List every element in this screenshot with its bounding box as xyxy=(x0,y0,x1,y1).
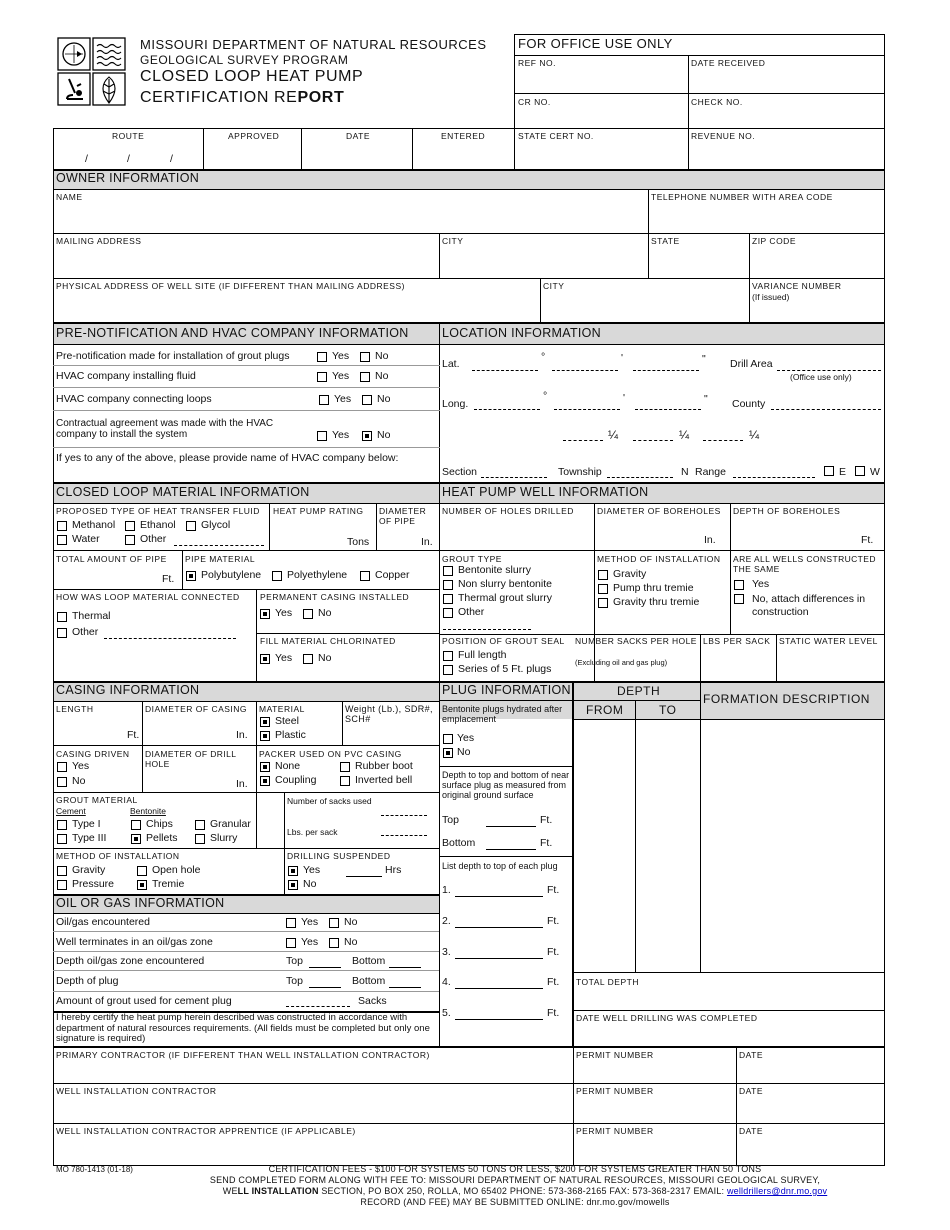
ft-unit: Ft. xyxy=(540,814,553,826)
phone-label: TELEPHONE NUMBER WITH AREA CODE xyxy=(651,192,833,202)
open-hole-label: Open hole xyxy=(152,864,201,876)
driven-yes-checkbox[interactable] xyxy=(57,762,67,772)
other-fluid-label: Other xyxy=(140,533,167,545)
logo xyxy=(57,37,127,107)
physical-address-label: PHYSICAL ADDRESS OF WELL SITE (IF DIFFERENT THAN MAILING ADDRESS) xyxy=(56,281,405,291)
pump-tremie-label: Pump thru tremie xyxy=(613,582,694,594)
sacks-per-hole-label: NUMBER SACKS PER HOLE xyxy=(575,636,697,646)
oilgas-q2: Well terminates in an oil/gas zone xyxy=(56,936,213,948)
route-slash: / xyxy=(170,153,173,165)
oilgas-q1: Oil/gas encountered xyxy=(56,916,150,928)
fill-label: FILL MATERIAL CHLORINATED xyxy=(260,636,396,646)
form-number: MO 780-1413 (01-18) xyxy=(56,1165,133,1174)
length-label: LENGTH xyxy=(56,704,94,714)
ft-unit: Ft. xyxy=(547,1007,560,1019)
online-text: RECORD (AND FEE) MAY BE SUBMITTED ONLINE: dnr.mo.gov/mowells xyxy=(360,1197,670,1207)
series-plugs-checkbox[interactable] xyxy=(443,665,453,675)
bentonite-slurry-checkbox[interactable] xyxy=(443,566,453,576)
ft-unit: Ft. xyxy=(547,915,560,927)
rubber-boot-label: Rubber boot xyxy=(355,760,413,772)
yes-label: Yes xyxy=(457,732,475,744)
driven-no-checkbox[interactable] xyxy=(57,777,67,787)
non-slurry-label: Non slurry bentonite xyxy=(458,578,552,590)
n-label: N xyxy=(681,466,689,478)
lbs-per-sack-label: LBS PER SACK xyxy=(703,636,771,646)
long-label: Long. xyxy=(442,398,469,410)
ft-unit: Ft. xyxy=(547,976,560,988)
hrs-label: Hrs xyxy=(385,864,402,876)
top-label: Top xyxy=(286,955,303,967)
q2-yes-checkbox[interactable] xyxy=(317,372,327,382)
ft-unit: Ft. xyxy=(162,573,175,585)
route-slash: / xyxy=(127,153,130,165)
tremie-checkbox[interactable] xyxy=(137,880,147,890)
physical-city-label: CITY xyxy=(543,281,565,291)
type1-label: Type I xyxy=(72,818,101,830)
ethanol-label: Ethanol xyxy=(140,519,176,531)
yes-label: Yes xyxy=(301,916,319,928)
steel-checkbox[interactable] xyxy=(260,717,270,727)
location-section xyxy=(439,323,885,483)
plug-num-5: 5. xyxy=(442,1007,451,1019)
thermal-label: Thermal xyxy=(72,610,111,622)
borehole-diam-label: DIAMETER OF BOREHOLES xyxy=(597,506,721,516)
gravity-tremie-checkbox[interactable] xyxy=(598,598,608,608)
deg-symbol: ° xyxy=(543,390,548,402)
route-label: ROUTE xyxy=(112,131,145,141)
fees-text: CERTIFICATION FEES - $100 FOR SYSTEMS 50 TONS OR LESS, $200 FOR SYSTEMS GREATER THAN 50 TONS xyxy=(268,1164,762,1174)
coupling-checkbox[interactable] xyxy=(260,776,270,786)
casing-diam-label: DIAMETER OF CASING xyxy=(145,704,248,714)
hp-method-label: METHOD OF INSTALLATION xyxy=(597,554,721,564)
ft-unit: Ft. xyxy=(861,534,874,546)
date-label: DATE xyxy=(739,1086,764,1096)
casing-material-label: MATERIAL xyxy=(259,704,305,714)
from-heading: FROM xyxy=(586,703,624,717)
apprentice-label: WELL INSTALLATION CONTRACTOR APPRENTICE (IF APPLICABLE) xyxy=(56,1126,356,1136)
none-checkbox[interactable] xyxy=(260,762,270,772)
ref-no-label: REF NO. xyxy=(518,58,556,68)
polybutylene-label: Polybutylene xyxy=(201,569,262,581)
other-connect-checkbox[interactable] xyxy=(57,628,67,638)
copper-label: Copper xyxy=(375,569,410,581)
q4-no-checkbox[interactable] xyxy=(362,431,372,441)
perm-casing-yes[interactable] xyxy=(260,609,270,619)
rubber-boot-checkbox[interactable] xyxy=(340,762,350,772)
zip-label: ZIP CODE xyxy=(752,236,796,246)
ethanol-checkbox[interactable] xyxy=(125,521,135,531)
closed-loop-title: CLOSED LOOP MATERIAL INFORMATION xyxy=(56,485,310,499)
gravity-label: Gravity xyxy=(613,568,647,580)
prenote-q2: HVAC company installing fluid xyxy=(56,370,196,382)
form-title-line1: CLOSED LOOP HEAT PUMP xyxy=(140,68,364,85)
sacks-sub-label: (Excluding oil and gas plug) xyxy=(575,658,668,667)
county-label: County xyxy=(732,398,766,410)
polybutylene-checkbox[interactable] xyxy=(186,571,196,581)
pellets-label: Pellets xyxy=(146,832,178,844)
state-cert-label: STATE CERT NO. xyxy=(518,131,594,141)
prenote-q3: HVAC company connecting loops xyxy=(56,393,212,405)
hp-well-title: HEAT PUMP WELL INFORMATION xyxy=(442,485,649,499)
rating-label: HEAT PUMP RATING xyxy=(273,506,364,516)
yes-label: Yes xyxy=(275,607,293,619)
contractors-section xyxy=(53,1047,885,1166)
quarter-1: ¼ xyxy=(608,428,619,442)
type3-checkbox[interactable] xyxy=(57,834,67,844)
check-no-label: CHECK NO. xyxy=(691,97,743,107)
to-heading: TO xyxy=(659,703,677,717)
yes-label: Yes xyxy=(275,652,293,664)
oilgas-q4: Depth of plug xyxy=(56,975,119,987)
office-use-title: FOR OFFICE USE ONLY xyxy=(518,36,673,51)
yes-label: Yes xyxy=(332,429,350,441)
hydrated-no[interactable] xyxy=(443,748,453,758)
yes-label: Yes xyxy=(303,864,321,876)
other-connect-label: Other xyxy=(72,626,99,638)
num-sacks-label: Number of sacks used xyxy=(287,796,372,806)
permit-label: PERMIT NUMBER xyxy=(576,1050,654,1060)
prenote-q4: Contractual agreement was made with the HVAC company to install the system xyxy=(56,418,274,440)
open-hole-checkbox[interactable] xyxy=(137,866,147,876)
entered-label: ENTERED xyxy=(441,131,486,141)
state-label: STATE xyxy=(651,236,680,246)
q3-yes-checkbox[interactable] xyxy=(319,395,329,405)
sec-symbol: " xyxy=(702,353,706,365)
variance-label: VARIANCE NUMBER xyxy=(752,281,842,291)
methanol-label: Methanol xyxy=(72,519,116,531)
depth-heading: DEPTH xyxy=(617,684,661,698)
suspended-label: DRILLING SUSPENDED xyxy=(287,851,391,861)
oilgas-q3: Depth oil/gas zone encountered xyxy=(56,955,205,967)
no-label: No xyxy=(303,878,317,890)
owner-title: OWNER INFORMATION xyxy=(56,171,200,185)
ft-unit: Ft. xyxy=(547,946,560,958)
pressure-checkbox[interactable] xyxy=(57,880,67,890)
gravity-tremie-label: Gravity thru tremie xyxy=(613,596,700,608)
mailing-label: MAILING ADDRESS xyxy=(56,236,142,246)
date-label: DATE xyxy=(739,1126,764,1136)
drill-hole-label: DIAMETER OF DRILL HOLE xyxy=(145,749,237,769)
hydrated-label: Bentonite plugs hydrated after emplacement xyxy=(442,704,563,724)
weight-label: Weight (Lb.), SDR#, SCH# xyxy=(345,704,433,724)
static-water-label: STATIC WATER LEVEL xyxy=(779,636,878,646)
thermal-grout-label: Thermal grout slurry xyxy=(458,592,552,604)
date-received-label: DATE RECEIVED xyxy=(691,58,766,68)
connected-label: HOW WAS LOOP MATERIAL CONNECTED xyxy=(56,592,240,602)
casing-gravity-checkbox[interactable] xyxy=(57,866,67,876)
plug-title: PLUG INFORMATION xyxy=(442,683,571,697)
q4-yes-checkbox[interactable] xyxy=(317,431,327,441)
q1-yes-checkbox[interactable] xyxy=(317,352,327,362)
perm-casing-no[interactable] xyxy=(303,609,313,619)
grout-material-label: GROUT MATERIAL xyxy=(56,795,138,805)
suspended-no[interactable] xyxy=(288,880,298,890)
sacks-label: Sacks xyxy=(358,995,387,1007)
ft-unit: Ft. xyxy=(540,837,553,849)
in-unit: In. xyxy=(421,536,433,548)
date-completed-label: DATE WELL DRILLING WAS COMPLETED xyxy=(576,1013,758,1023)
e-label: E xyxy=(839,466,847,478)
deg-symbol: ° xyxy=(541,351,546,363)
drill-area-label: Drill Area xyxy=(730,358,773,370)
none-label: None xyxy=(275,760,301,772)
ft-unit: Ft. xyxy=(547,884,560,896)
city-label: CITY xyxy=(442,236,464,246)
q3-no-checkbox[interactable] xyxy=(362,395,372,405)
quarter-2: ¼ xyxy=(679,428,690,442)
suspended-yes[interactable] xyxy=(288,866,298,876)
address-line: WELL INSTALLATION SECTION, PO BOX 250, ROLLA, MO 65402 PHONE: 573-368-2165 FAX: 573-368-2317 EMAIL: welldrillers@dnr.mo.gov xyxy=(222,1186,828,1196)
steel-label: Steel xyxy=(275,715,299,727)
date-label: DATE xyxy=(739,1050,764,1060)
dept-name: MISSOURI DEPARTMENT OF NATURAL RESOURCES xyxy=(140,37,487,52)
list-label: List depth to top of each plug xyxy=(442,861,558,871)
plug-num-3: 3. xyxy=(442,946,451,958)
type1-checkbox[interactable] xyxy=(57,820,67,830)
other-fluid-checkbox[interactable] xyxy=(125,535,135,545)
no-label: No xyxy=(318,607,332,619)
granular-checkbox[interactable] xyxy=(195,820,205,830)
prenote-q5: If yes to any of the above, please provide name of HVAC company below: xyxy=(56,452,399,464)
west-checkbox[interactable] xyxy=(855,466,865,476)
granular-label: Granular xyxy=(210,818,251,830)
permit-label: PERMIT NUMBER xyxy=(576,1086,654,1096)
prenote-title: PRE-NOTIFICATION AND HVAC COMPANY INFORMATION xyxy=(56,326,409,340)
full-length-checkbox[interactable] xyxy=(443,651,453,661)
lbs-sack-label: Lbs. per sack xyxy=(287,827,338,837)
pellets-checkbox[interactable] xyxy=(131,834,141,844)
chips-checkbox[interactable] xyxy=(131,820,141,830)
pressure-label: Pressure xyxy=(72,878,115,890)
grout-seal-label: POSITION OF GROUT SEAL xyxy=(442,636,565,646)
no-label: No xyxy=(457,746,471,758)
borehole-depth-label: DEPTH OF BOREHOLES xyxy=(733,506,841,516)
fill-yes[interactable] xyxy=(260,654,270,664)
plug-num-4: 4. xyxy=(442,976,451,988)
plastic-checkbox[interactable] xyxy=(260,731,270,741)
copper-checkbox[interactable] xyxy=(360,571,370,581)
same-no-checkbox[interactable] xyxy=(734,594,744,604)
yes-label: Yes xyxy=(752,578,770,590)
plastic-label: Plastic xyxy=(275,729,306,741)
cr-no-label: CR NO. xyxy=(518,97,551,107)
tons-unit: Tons xyxy=(347,536,370,548)
range-label: Range xyxy=(695,466,726,478)
hydrated-yes[interactable] xyxy=(443,734,453,744)
quarter-3: ¼ xyxy=(749,428,760,442)
tremie-label: Tremie xyxy=(152,878,185,890)
methanol-checkbox[interactable] xyxy=(57,521,67,531)
cement-heading: Cement xyxy=(56,806,86,816)
same-yes-checkbox[interactable] xyxy=(734,580,744,590)
yes-label: Yes xyxy=(332,350,350,362)
fill-no[interactable] xyxy=(303,654,313,664)
in-unit: In. xyxy=(236,729,248,741)
no-label: No xyxy=(344,936,358,948)
casing-driven-label: CASING DRIVEN xyxy=(56,749,130,759)
oilgas-q1-no[interactable] xyxy=(329,918,339,928)
approved-label: APPROVED xyxy=(228,131,280,141)
bottom-label: Bottom xyxy=(352,955,386,967)
program-name: GEOLOGICAL SURVEY PROGRAM xyxy=(140,53,349,67)
township-label: Township xyxy=(558,466,602,478)
same-label: ARE ALL WELLS CONSTRUCTED THE SAME xyxy=(733,554,876,574)
yes-label: Yes xyxy=(334,393,352,405)
variance-sub: (If issued) xyxy=(752,292,790,302)
in-unit: In. xyxy=(236,778,248,790)
gravity-label: Gravity xyxy=(72,864,106,876)
water-label: Water xyxy=(72,533,100,545)
q2-no-checkbox[interactable] xyxy=(360,372,370,382)
coupling-label: Coupling xyxy=(275,774,317,786)
no-label: No xyxy=(344,916,358,928)
formation-section xyxy=(573,682,885,1047)
thermal-grout-checkbox[interactable] xyxy=(443,594,453,604)
thermal-checkbox[interactable] xyxy=(57,612,67,622)
polyethylene-checkbox[interactable] xyxy=(272,571,282,581)
lat-label: Lat. xyxy=(442,358,460,370)
east-checkbox[interactable] xyxy=(824,466,834,476)
pump-tremie-checkbox[interactable] xyxy=(598,584,608,594)
revenue-no-label: REVENUE NO. xyxy=(691,131,756,141)
no-label: No xyxy=(377,393,391,405)
slurry-checkbox[interactable] xyxy=(195,834,205,844)
oilgas-q1-yes[interactable] xyxy=(286,918,296,928)
name-label: NAME xyxy=(56,192,83,202)
yes-label: Yes xyxy=(332,370,350,382)
section-label: Section xyxy=(442,466,478,478)
top-label: Top xyxy=(442,814,459,826)
water-checkbox[interactable] xyxy=(57,535,67,545)
form-title-line2: CERTIFICATION REPORT xyxy=(140,89,345,106)
w-label: W xyxy=(870,466,880,478)
chips-label: Chips xyxy=(146,818,173,830)
pipe-diameter-label: DIAMETER OF PIPE xyxy=(379,506,427,526)
location-title: LOCATION INFORMATION xyxy=(442,326,602,340)
inverted-bell-label: Inverted bell xyxy=(355,774,413,786)
type3-label: Type III xyxy=(72,832,107,844)
casing-method-label: METHOD OF INSTALLATION xyxy=(56,851,180,861)
glycol-checkbox[interactable] xyxy=(186,521,196,531)
min-symbol: ' xyxy=(623,392,626,404)
formation-desc-heading: FORMATION DESCRIPTION xyxy=(703,692,870,706)
certification-text: I hereby certify the heat pump herein described was constructed in accordance with department of natural resources requirements. (All fields must be completed but only one signature is required) xyxy=(56,1012,430,1044)
in-unit: In. xyxy=(704,534,716,546)
bottom-label: Bottom xyxy=(442,837,476,849)
send-text: SEND COMPLETED FORM ALONG WITH FEE TO: MISSOURI DEPARTMENT OF NATURAL RESOURCES, MISSOURI GEOLOGICAL SURVEY, xyxy=(209,1175,821,1185)
series-plugs-label: Series of 5 Ft. plugs xyxy=(458,663,552,675)
glycol-label: Glycol xyxy=(201,519,231,531)
prenote-q1: Pre-notification made for installation of grout plugs xyxy=(56,350,290,362)
polyethylene-label: Polyethylene xyxy=(287,569,348,581)
total-depth-label: TOTAL DEPTH xyxy=(576,977,639,987)
grout-type-label: GROUT TYPE xyxy=(442,554,502,564)
other-grout-label: Other xyxy=(458,606,485,618)
no-attach-label: No, attach differences in construction xyxy=(752,593,866,618)
oilgas-q5: Amount of grout used for cement plug xyxy=(56,995,232,1007)
bentonite-slurry-label: Bentonite slurry xyxy=(458,564,531,576)
yes-label: Yes xyxy=(301,936,319,948)
non-slurry-checkbox[interactable] xyxy=(443,580,453,590)
permit-label: PERMIT NUMBER xyxy=(576,1126,654,1136)
bottom-label: Bottom xyxy=(352,975,386,987)
yes-label: Yes xyxy=(72,760,90,772)
email-link[interactable]: welldrillers@dnr.mo.gov xyxy=(726,1186,828,1196)
q1-no-checkbox[interactable] xyxy=(360,352,370,362)
full-length-label: Full length xyxy=(458,649,507,661)
fluid-label: PROPOSED TYPE OF HEAT TRANSFER FLUID xyxy=(56,506,260,516)
packer-label: PACKER USED ON PVC CASING xyxy=(259,749,402,759)
slurry-label: Slurry xyxy=(210,832,238,844)
date-label: DATE xyxy=(346,131,371,141)
oilgas-q2-no[interactable] xyxy=(329,938,339,948)
inverted-bell-checkbox[interactable] xyxy=(340,776,350,786)
no-label: No xyxy=(375,370,389,382)
perm-casing-label: PERMANENT CASING INSTALLED xyxy=(260,592,410,602)
no-label: No xyxy=(72,775,86,787)
holes-label: NUMBER OF HOLES DRILLED xyxy=(442,506,574,516)
min-symbol: ' xyxy=(621,352,624,364)
no-label: No xyxy=(377,429,391,441)
installation-contractor-label: WELL INSTALLATION CONTRACTOR xyxy=(56,1086,217,1096)
pipe-material-label: PIPE MATERIAL xyxy=(185,554,256,564)
oilgas-q2-yes[interactable] xyxy=(286,938,296,948)
ft-unit: Ft. xyxy=(127,729,140,741)
gravity-checkbox[interactable] xyxy=(598,570,608,580)
other-grout-checkbox[interactable] xyxy=(443,608,453,618)
office-only-note: (Office use only) xyxy=(790,372,852,382)
oilgas-title: OIL OR GAS INFORMATION xyxy=(56,896,225,910)
bentonite-heading: Bentonite xyxy=(130,806,166,816)
casing-title: CASING INFORMATION xyxy=(56,683,200,697)
sec-symbol: " xyxy=(704,393,708,405)
primary-contractor-label: PRIMARY CONTRACTOR (IF DIFFERENT THAN WELL INSTALLATION CONTRACTOR) xyxy=(56,1050,430,1060)
top-label: Top xyxy=(286,975,303,987)
total-pipe-label: TOTAL AMOUNT OF PIPE xyxy=(56,554,167,564)
no-label: No xyxy=(318,652,332,664)
route-slash: / xyxy=(85,153,88,165)
plug-num-1: 1. xyxy=(442,884,451,896)
plug-num-2: 2. xyxy=(442,915,451,927)
depth-text: Depth to top and bottom of near surface plug as measured from original ground surface xyxy=(442,770,570,800)
no-label: No xyxy=(375,350,389,362)
